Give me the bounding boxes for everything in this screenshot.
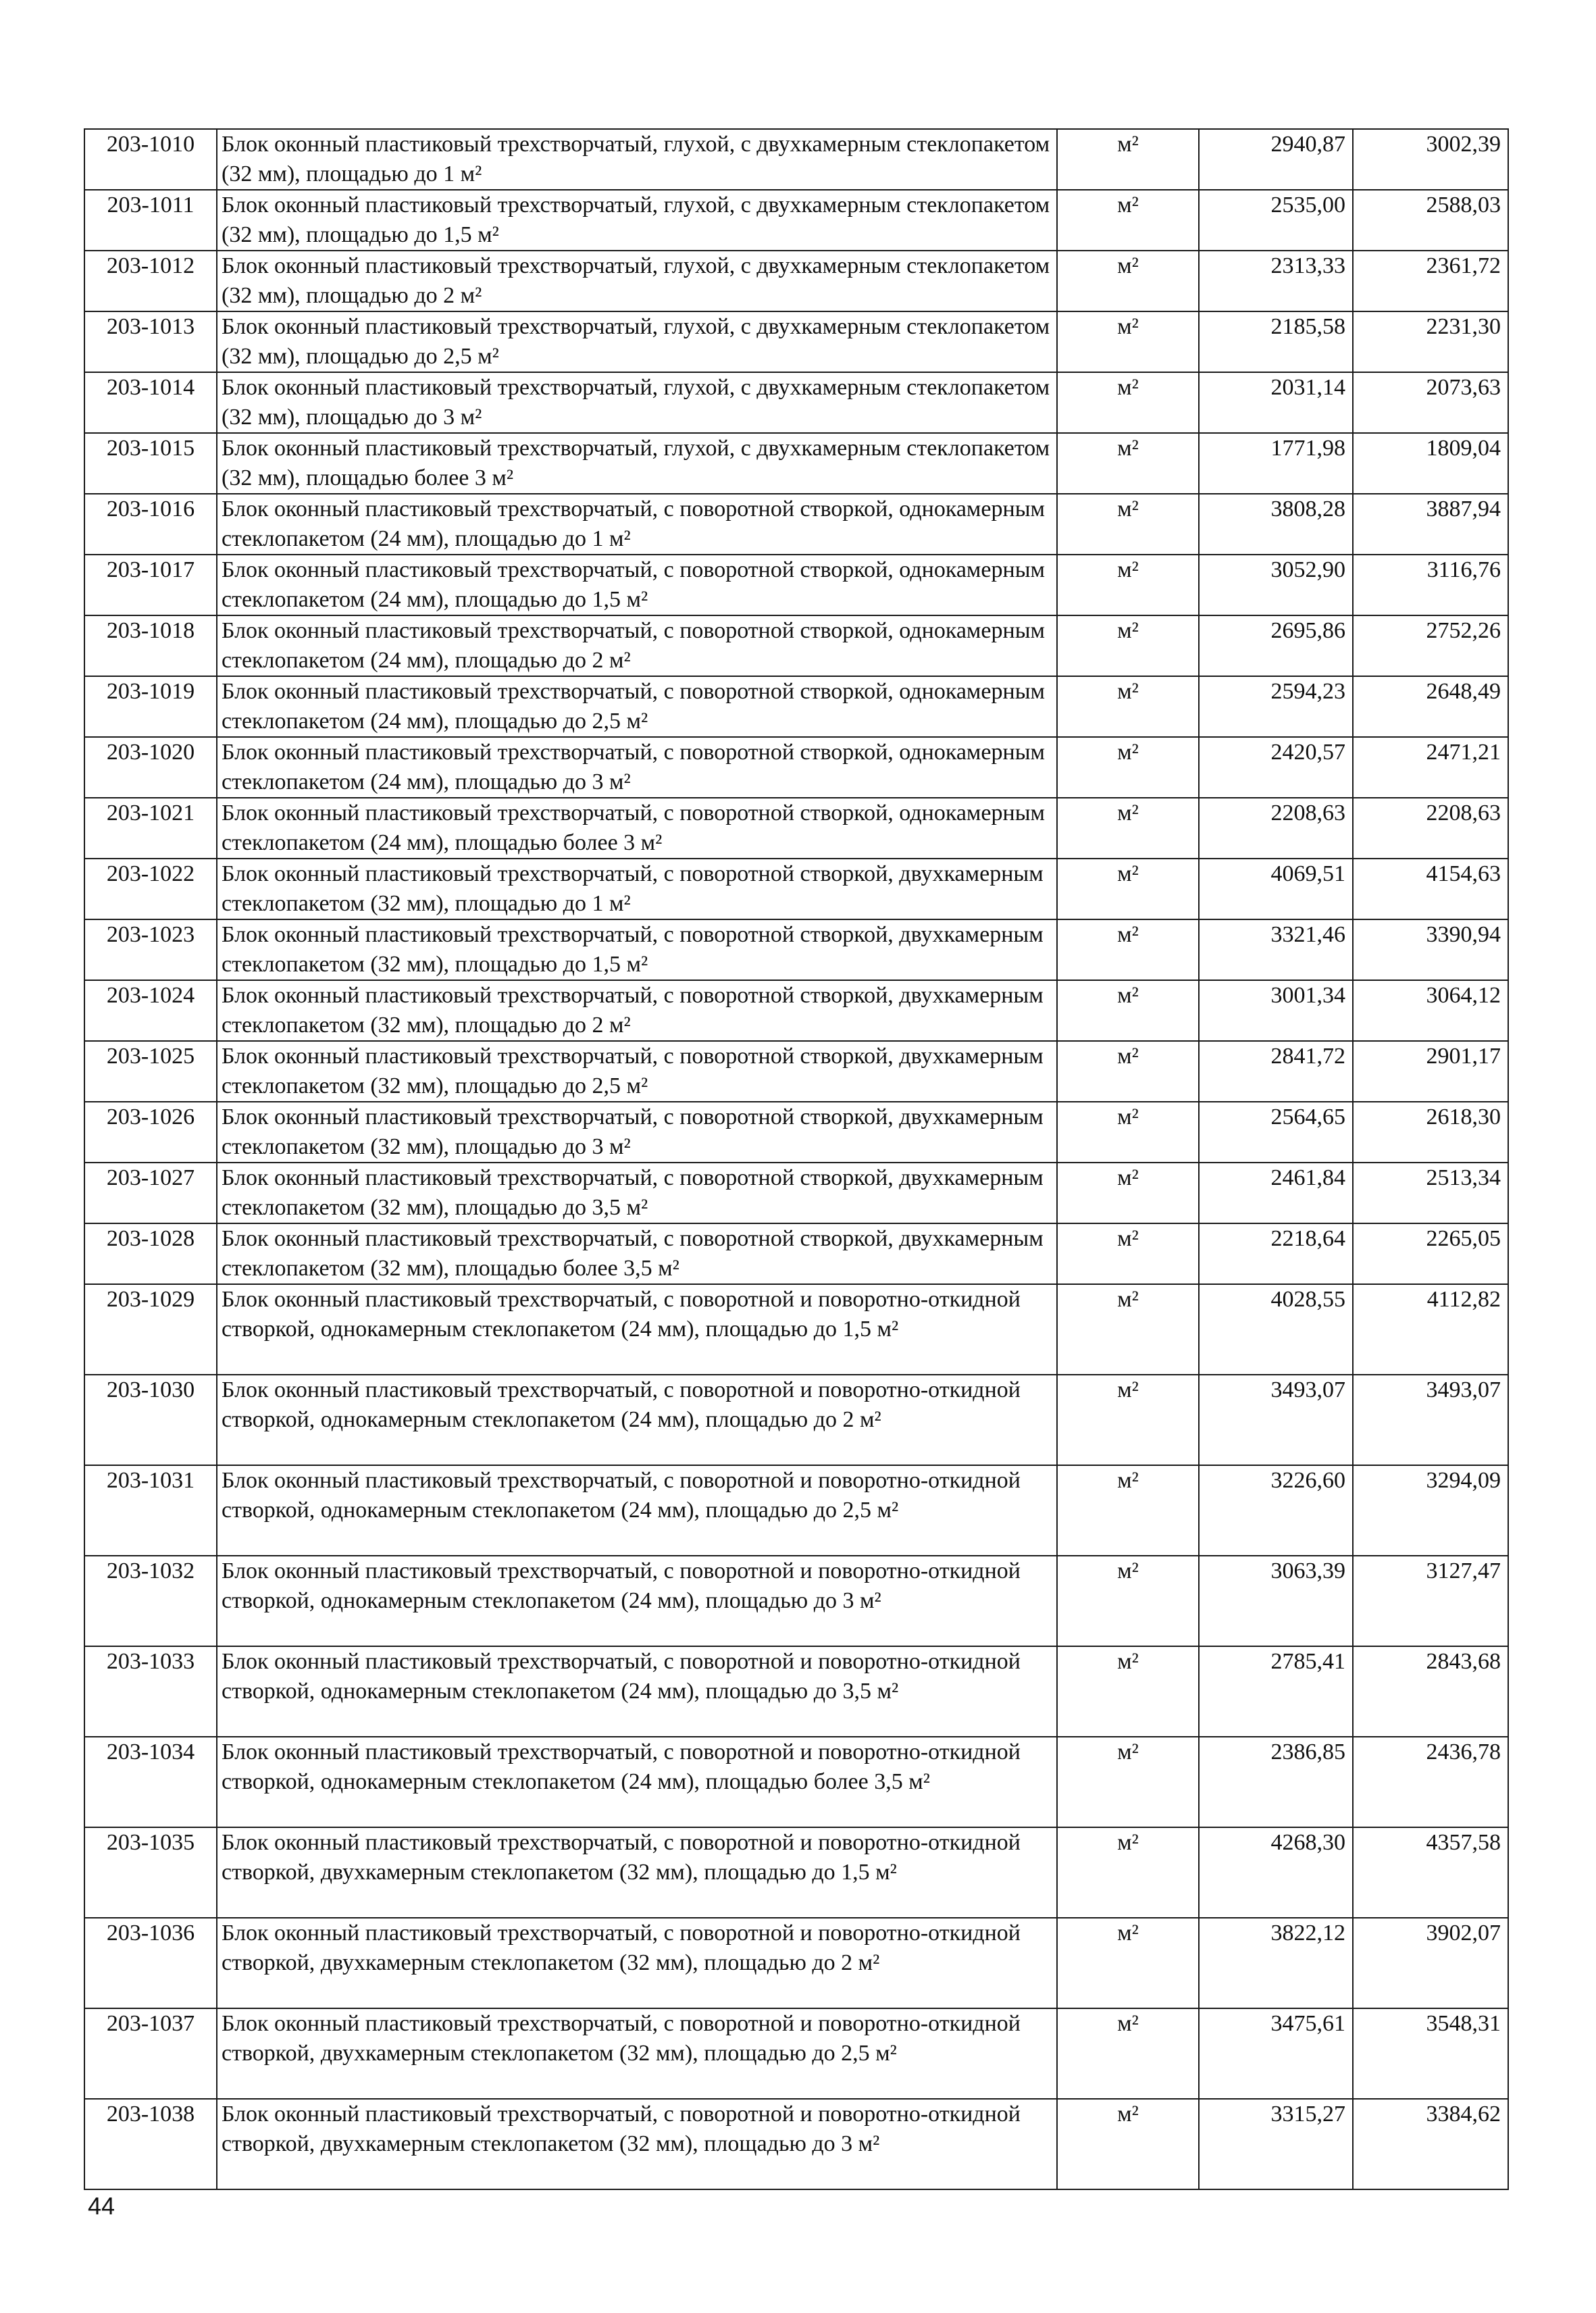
item-description: Блок оконный пластиковый трехстворчатый, с поворотной и поворотно-откидной створкой, двухкамерным стеклопакетом (32 мм), площадью до 2 м² [217,1918,1057,2008]
item-code: 203-1037 [84,2008,217,2099]
item-price-1: 2208,63 [1199,798,1353,859]
item-price-2: 2471,21 [1353,737,1508,798]
item-description: Блок оконный пластиковый трехстворчатый, глухой, с двухкамерным стеклопакетом (32 мм), площадью до 2,5 м² [217,311,1057,372]
item-unit: м² [1057,433,1199,494]
table-row [84,1375,1508,1465]
table-row [84,1827,1508,1918]
item-price-1: 2420,57 [1199,737,1353,798]
item-unit: м² [1057,251,1199,311]
table-row [84,311,1508,372]
item-price-2: 3127,47 [1353,1556,1508,1646]
item-unit: м² [1057,798,1199,859]
item-unit: м² [1057,1465,1199,1556]
item-price-1: 2594,23 [1199,676,1353,737]
item-price-2: 3548,31 [1353,2008,1508,2099]
item-price-1: 2940,87 [1199,129,1353,190]
item-description: Блок оконный пластиковый трехстворчатый, с поворотной створкой, двухкамерным стеклопакетом (32 мм), площадью до 3,5 м² [217,1163,1057,1223]
item-description: Блок оконный пластиковый трехстворчатый, с поворотной створкой, двухкамерным стеклопакетом (32 мм), площадью до 1,5 м² [217,919,1057,980]
item-code: 203-1017 [84,555,217,615]
table-row [84,190,1508,251]
item-unit: м² [1057,1556,1199,1646]
table-row [84,980,1508,1041]
item-price-2: 2073,63 [1353,372,1508,433]
item-unit: м² [1057,737,1199,798]
table-row [84,1737,1508,1827]
table-row [84,1646,1508,1737]
item-description: Блок оконный пластиковый трехстворчатый, с поворотной створкой, двухкамерным стеклопакетом (32 мм), площадью более 3,5 м² [217,1223,1057,1284]
item-unit: м² [1057,615,1199,676]
item-price-1: 2785,41 [1199,1646,1353,1737]
item-price-1: 2535,00 [1199,190,1353,251]
price-table [84,128,1509,2190]
item-price-2: 3384,62 [1353,2099,1508,2189]
item-price-1: 3226,60 [1199,1465,1353,1556]
item-code: 203-1012 [84,251,217,311]
item-code: 203-1022 [84,859,217,919]
item-price-2: 3390,94 [1353,919,1508,980]
item-code: 203-1029 [84,1284,217,1375]
item-price-1: 1771,98 [1199,433,1353,494]
item-description: Блок оконный пластиковый трехстворчатый, глухой, с двухкамерным стеклопакетом (32 мм), площадью до 2 м² [217,251,1057,311]
item-description: Блок оконный пластиковый трехстворчатый, с поворотной створкой, однокамерным стеклопакетом (24 мм), площадью до 2 м² [217,615,1057,676]
item-unit: м² [1057,1737,1199,1827]
item-price-2: 2618,30 [1353,1102,1508,1163]
item-description: Блок оконный пластиковый трехстворчатый, с поворотной створкой, однокамерным стеклопакетом (24 мм), площадью до 2,5 м² [217,676,1057,737]
item-code: 203-1034 [84,1737,217,1827]
item-description: Блок оконный пластиковый трехстворчатый, с поворотной створкой, однокамерным стеклопакетом (24 мм), площадью более 3 м² [217,798,1057,859]
item-description: Блок оконный пластиковый трехстворчатый, с поворотной створкой, однокамерным стеклопакетом (24 мм), площадью до 1,5 м² [217,555,1057,615]
item-unit: м² [1057,494,1199,555]
item-description: Блок оконный пластиковый трехстворчатый, с поворотной и поворотно-откидной створкой, однокамерным стеклопакетом (24 мм), площадью до 3 м² [217,1556,1057,1646]
item-description: Блок оконный пластиковый трехстворчатый, с поворотной и поворотно-откидной створкой, однокамерным стеклопакетом (24 мм), площадью до 1,5 м² [217,1284,1057,1375]
item-code: 203-1010 [84,129,217,190]
table-row [84,372,1508,433]
item-price-2: 3902,07 [1353,1918,1508,2008]
item-code: 203-1035 [84,1827,217,1918]
page-number: 44 [88,2192,115,2220]
item-description: Блок оконный пластиковый трехстворчатый, с поворотной створкой, однокамерным стеклопакетом (24 мм), площадью до 1 м² [217,494,1057,555]
table-row [84,494,1508,555]
item-description: Блок оконный пластиковый трехстворчатый, с поворотной и поворотно-откидной створкой, однокамерным стеклопакетом (24 мм), площадью более 3,5 м² [217,1737,1057,1827]
item-code: 203-1021 [84,798,217,859]
item-unit: м² [1057,919,1199,980]
item-description: Блок оконный пластиковый трехстворчатый, глухой, с двухкамерным стеклопакетом (32 мм), площадью более 3 м² [217,433,1057,494]
table-row [84,1041,1508,1102]
item-code: 203-1026 [84,1102,217,1163]
item-description: Блок оконный пластиковый трехстворчатый, с поворотной и поворотно-откидной створкой, однокамерным стеклопакетом (24 мм), площадью до 2,5 м² [217,1465,1057,1556]
table-row [84,798,1508,859]
item-price-1: 3321,46 [1199,919,1353,980]
item-price-1: 2185,58 [1199,311,1353,372]
table-row [84,1918,1508,2008]
item-code: 203-1013 [84,311,217,372]
item-unit: м² [1057,1102,1199,1163]
item-unit: м² [1057,372,1199,433]
item-price-1: 2841,72 [1199,1041,1353,1102]
item-unit: м² [1057,1375,1199,1465]
table-row [84,251,1508,311]
item-price-2: 2752,26 [1353,615,1508,676]
item-description: Блок оконный пластиковый трехстворчатый, с поворотной и поворотно-откидной створкой, однокамерным стеклопакетом (24 мм), площадью до 2 м² [217,1375,1057,1465]
item-description: Блок оконный пластиковый трехстворчатый, с поворотной створкой, двухкамерным стеклопакетом (32 мм), площадью до 2,5 м² [217,1041,1057,1102]
item-unit: м² [1057,1041,1199,1102]
item-code: 203-1027 [84,1163,217,1223]
item-price-2: 3493,07 [1353,1375,1508,1465]
item-unit: м² [1057,859,1199,919]
item-price-2: 1809,04 [1353,433,1508,494]
item-price-2: 3116,76 [1353,555,1508,615]
item-price-2: 3002,39 [1353,129,1508,190]
table-body [84,129,1508,2189]
table-row [84,615,1508,676]
item-unit: м² [1057,311,1199,372]
item-unit: м² [1057,2099,1199,2189]
item-code: 203-1014 [84,372,217,433]
item-price-2: 2901,17 [1353,1041,1508,1102]
table-row [84,1465,1508,1556]
item-code: 203-1011 [84,190,217,251]
table-row [84,1163,1508,1223]
item-price-2: 2843,68 [1353,1646,1508,1737]
item-price-1: 2218,64 [1199,1223,1353,1284]
item-price-1: 3808,28 [1199,494,1353,555]
item-price-2: 4357,58 [1353,1827,1508,1918]
item-description: Блок оконный пластиковый трехстворчатый, с поворотной створкой, однокамерным стеклопакетом (24 мм), площадью до 3 м² [217,737,1057,798]
item-price-2: 2208,63 [1353,798,1508,859]
item-price-1: 4268,30 [1199,1827,1353,1918]
item-code: 203-1016 [84,494,217,555]
item-price-2: 2648,49 [1353,676,1508,737]
item-price-2: 2231,30 [1353,311,1508,372]
item-code: 203-1032 [84,1556,217,1646]
item-unit: м² [1057,980,1199,1041]
item-price-2: 3064,12 [1353,980,1508,1041]
item-unit: м² [1057,1284,1199,1375]
item-price-1: 3493,07 [1199,1375,1353,1465]
item-description: Блок оконный пластиковый трехстворчатый, глухой, с двухкамерным стеклопакетом (32 мм), площадью до 3 м² [217,372,1057,433]
item-price-2: 2513,34 [1353,1163,1508,1223]
item-price-1: 3001,34 [1199,980,1353,1041]
item-price-1: 2461,84 [1199,1163,1353,1223]
table-row [84,1284,1508,1375]
item-code: 203-1023 [84,919,217,980]
item-price-2: 4154,63 [1353,859,1508,919]
item-code: 203-1020 [84,737,217,798]
item-description: Блок оконный пластиковый трехстворчатый, с поворотной и поворотно-откидной створкой, двухкамерным стеклопакетом (32 мм), площадью до 2,5 м² [217,2008,1057,2099]
item-code: 203-1036 [84,1918,217,2008]
item-description: Блок оконный пластиковый трехстворчатый, глухой, с двухкамерным стеклопакетом (32 мм), площадью до 1 м² [217,129,1057,190]
item-price-1: 2564,65 [1199,1102,1353,1163]
item-price-2: 4112,82 [1353,1284,1508,1375]
table-row [84,859,1508,919]
item-price-2: 2361,72 [1353,251,1508,311]
item-price-1: 4028,55 [1199,1284,1353,1375]
item-price-1: 4069,51 [1199,859,1353,919]
table-row [84,737,1508,798]
item-unit: м² [1057,1827,1199,1918]
item-price-1: 2386,85 [1199,1737,1353,1827]
item-price-1: 2313,33 [1199,251,1353,311]
item-description: Блок оконный пластиковый трехстворчатый, с поворотной и поворотно-откидной створкой, однокамерным стеклопакетом (24 мм), площадью до 3,5 м² [217,1646,1057,1737]
table-row [84,1556,1508,1646]
table-row [84,129,1508,190]
item-description: Блок оконный пластиковый трехстворчатый, с поворотной створкой, двухкамерным стеклопакетом (32 мм), площадью до 1 м² [217,859,1057,919]
item-price-1: 3063,39 [1199,1556,1353,1646]
item-code: 203-1031 [84,1465,217,1556]
item-description: Блок оконный пластиковый трехстворчатый, с поворотной и поворотно-откидной створкой, двухкамерным стеклопакетом (32 мм), площадью до 1,5 м² [217,1827,1057,1918]
item-description: Блок оконный пластиковый трехстворчатый, с поворотной и поворотно-откидной створкой, двухкамерным стеклопакетом (32 мм), площадью до 3 м² [217,2099,1057,2189]
item-unit: м² [1057,190,1199,251]
table-row [84,555,1508,615]
item-price-1: 2695,86 [1199,615,1353,676]
item-unit: м² [1057,2008,1199,2099]
item-price-1: 3315,27 [1199,2099,1353,2189]
item-description: Блок оконный пластиковый трехстворчатый, с поворотной створкой, двухкамерным стеклопакетом (32 мм), площадью до 2 м² [217,980,1057,1041]
item-code: 203-1033 [84,1646,217,1737]
item-price-2: 3887,94 [1353,494,1508,555]
item-unit: м² [1057,129,1199,190]
item-price-1: 3822,12 [1199,1918,1353,2008]
table-row [84,1223,1508,1284]
table-row [84,919,1508,980]
item-unit: м² [1057,1163,1199,1223]
table-row [84,433,1508,494]
item-unit: м² [1057,1918,1199,2008]
item-code: 203-1024 [84,980,217,1041]
table-row [84,676,1508,737]
item-price-1: 2031,14 [1199,372,1353,433]
item-price-2: 2265,05 [1353,1223,1508,1284]
item-code: 203-1025 [84,1041,217,1102]
item-price-2: 3294,09 [1353,1465,1508,1556]
item-price-1: 3475,61 [1199,2008,1353,2099]
item-unit: м² [1057,676,1199,737]
table-row [84,2008,1508,2099]
table-row [84,2099,1508,2189]
item-code: 203-1019 [84,676,217,737]
item-code: 203-1015 [84,433,217,494]
item-code: 203-1038 [84,2099,217,2189]
item-code: 203-1030 [84,1375,217,1465]
table-row [84,1102,1508,1163]
item-price-2: 2588,03 [1353,190,1508,251]
item-description: Блок оконный пластиковый трехстворчатый, с поворотной створкой, двухкамерным стеклопакетом (32 мм), площадью до 3 м² [217,1102,1057,1163]
item-price-2: 2436,78 [1353,1737,1508,1827]
item-code: 203-1028 [84,1223,217,1284]
item-code: 203-1018 [84,615,217,676]
item-unit: м² [1057,1646,1199,1737]
item-description: Блок оконный пластиковый трехстворчатый, глухой, с двухкамерным стеклопакетом (32 мм), площадью до 1,5 м² [217,190,1057,251]
item-unit: м² [1057,555,1199,615]
item-unit: м² [1057,1223,1199,1284]
item-price-1: 3052,90 [1199,555,1353,615]
